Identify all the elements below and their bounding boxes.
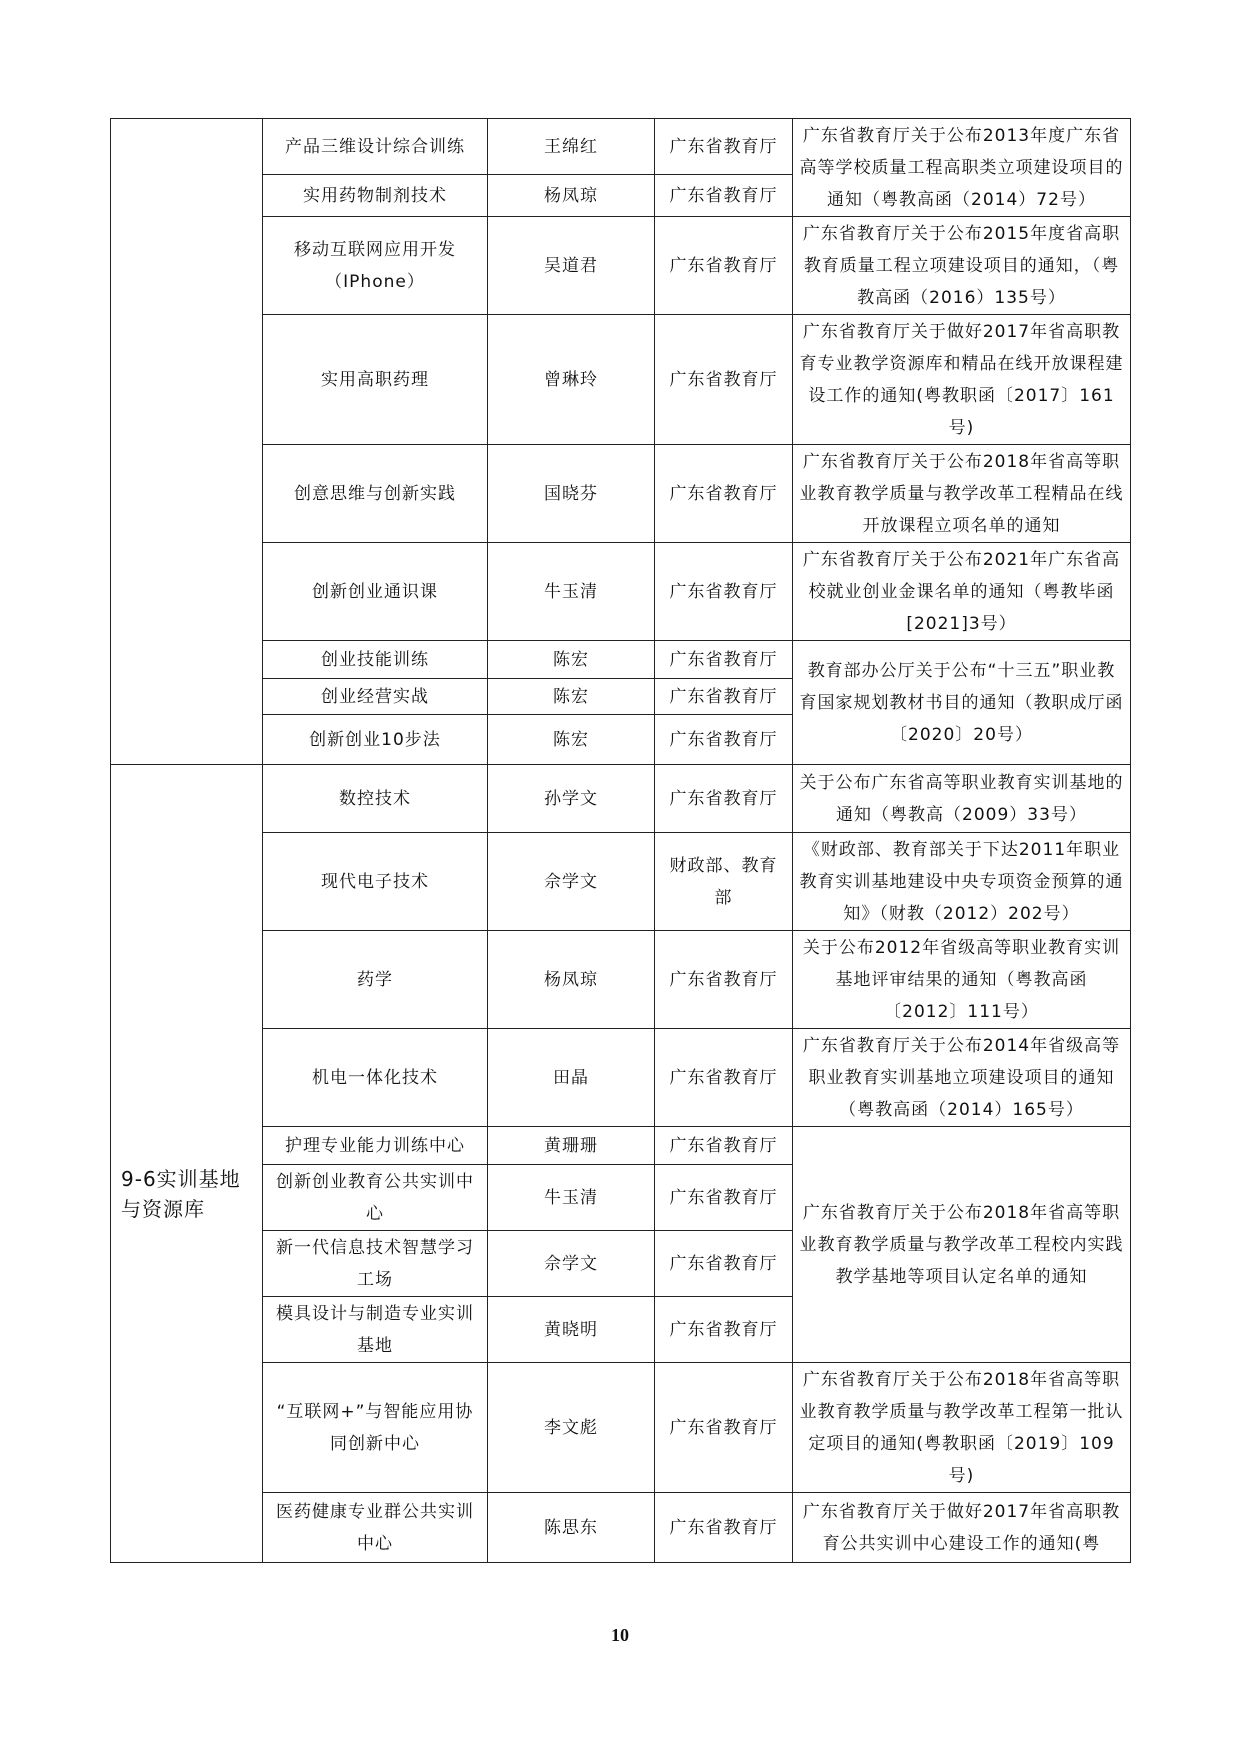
- dept-name: 广东省教育厅: [655, 445, 793, 543]
- project-name: 实用药物制剂技术: [263, 175, 488, 217]
- dept-name: 广东省教育厅: [655, 1363, 793, 1493]
- table-row: [111, 765, 1131, 833]
- person-name: 孙学文: [488, 765, 655, 833]
- person-name: 曾琳玲: [488, 315, 655, 445]
- person-name: 杨凤琼: [488, 175, 655, 217]
- category-label: 9-6实训基地与资源库: [111, 765, 263, 1563]
- person-name: 国晓芬: [488, 445, 655, 543]
- dept-name: 广东省教育厅: [655, 1493, 793, 1563]
- dept-name: 广东省教育厅: [655, 543, 793, 641]
- basis-text: 广东省教育厅关于做好2017年省高职教育公共实训中心建设工作的通知(粤: [793, 1493, 1131, 1563]
- table-row: [111, 1363, 1131, 1493]
- table-row: [111, 217, 1131, 315]
- project-name: 创新创业通识课: [263, 543, 488, 641]
- person-name: 李文彪: [488, 1363, 655, 1493]
- person-name: 王绵红: [488, 119, 655, 175]
- dept-name: 广东省教育厅: [655, 1165, 793, 1231]
- project-name: 创业技能训练: [263, 641, 488, 679]
- project-name: 创新创业10步法: [263, 715, 488, 765]
- basis-text: 广东省教育厅关于公布2018年省高等职业教育教学质量与教学改革工程校内实践教学基地等项目认定名单的通知: [793, 1127, 1131, 1363]
- person-name: 黄晓明: [488, 1297, 655, 1363]
- dept-name: 广东省教育厅: [655, 1127, 793, 1165]
- basis-text: 广东省教育厅关于公布2015年度省高职教育质量工程立项建设项目的通知，（粤教高函（2016）135号）: [793, 217, 1131, 315]
- table-row: [111, 1029, 1131, 1127]
- dept-name: 广东省教育厅: [655, 765, 793, 833]
- dept-name: 广东省教育厅: [655, 217, 793, 315]
- page-number: 10: [611, 1625, 629, 1645]
- table-row: [111, 445, 1131, 543]
- project-table: [110, 118, 1131, 1563]
- basis-text: 广东省教育厅关于公布2021年广东省高校就业创业金课名单的通知（粤教毕函[2021]3号）: [793, 543, 1131, 641]
- person-name: 牛玉清: [488, 543, 655, 641]
- project-name: 实用高职药理: [263, 315, 488, 445]
- project-name: 移动互联网应用开发（IPhone）: [263, 217, 488, 315]
- project-name: 创新创业教育公共实训中心: [263, 1165, 488, 1231]
- person-name: 陈思东: [488, 1493, 655, 1563]
- dept-name: 广东省教育厅: [655, 315, 793, 445]
- person-name: 佘学文: [488, 1231, 655, 1297]
- person-name: 陈宏: [488, 641, 655, 679]
- person-name: 田晶: [488, 1029, 655, 1127]
- basis-text: 广东省教育厅关于公布2018年省高等职业教育教学质量与教学改革工程第一批认定项目的通知(粤教职函〔2019〕109号): [793, 1363, 1131, 1493]
- table-row: [111, 931, 1131, 1029]
- person-name: 杨凤琼: [488, 931, 655, 1029]
- basis-text: 广东省教育厅关于公布2013年度广东省高等学校质量工程高职类立项建设项目的通知（粤教高函（2014）72号）: [793, 119, 1131, 217]
- project-name: 现代电子技术: [263, 833, 488, 931]
- basis-text: 《财政部、教育部关于下达2011年职业教育实训基地建设中央专项资金预算的通知》（财教（2012）202号）: [793, 833, 1131, 931]
- project-name: 新一代信息技术智慧学习工场: [263, 1231, 488, 1297]
- dept-name: 广东省教育厅: [655, 1029, 793, 1127]
- table-row: [111, 833, 1131, 931]
- dept-name: 广东省教育厅: [655, 679, 793, 715]
- project-name: 药学: [263, 931, 488, 1029]
- dept-name: 广东省教育厅: [655, 931, 793, 1029]
- dept-name: 广东省教育厅: [655, 715, 793, 765]
- project-name: 医药健康专业群公共实训中心: [263, 1493, 488, 1563]
- project-name: 数控技术: [263, 765, 488, 833]
- table-row: [111, 1127, 1131, 1165]
- basis-text: 广东省教育厅关于公布2018年省高等职业教育教学质量与教学改革工程精品在线开放课程立项名单的通知: [793, 445, 1131, 543]
- person-name: 佘学文: [488, 833, 655, 931]
- person-name: 黄珊珊: [488, 1127, 655, 1165]
- table-row: [111, 641, 1131, 679]
- dept-name: 广东省教育厅: [655, 175, 793, 217]
- project-name: 机电一体化技术: [263, 1029, 488, 1127]
- basis-text: 关于公布2012年省级高等职业教育实训基地评审结果的通知（粤教高函〔2012〕111号）: [793, 931, 1131, 1029]
- basis-text: 教育部办公厅关于公布“十三五”职业教育国家规划教材书目的通知（教职成厅函〔2020〕20号）: [793, 641, 1131, 765]
- dept-name: 财政部、教育部: [655, 833, 793, 931]
- basis-text: 广东省教育厅关于公布2014年省级高等职业教育实训基地立项建设项目的通知（粤教高函（2014）165号）: [793, 1029, 1131, 1127]
- person-name: 牛玉清: [488, 1165, 655, 1231]
- category-cell-empty: [111, 119, 263, 765]
- project-name: 模具设计与制造专业实训基地: [263, 1297, 488, 1363]
- project-name: 创业经营实战: [263, 679, 488, 715]
- basis-text: 关于公布广东省高等职业教育实训基地的通知（粤教高（2009）33号）: [793, 765, 1131, 833]
- dept-name: 广东省教育厅: [655, 1231, 793, 1297]
- table-row: [111, 119, 1131, 175]
- project-name: 护理专业能力训练中心: [263, 1127, 488, 1165]
- project-name: “互联网+”与智能应用协同创新中心: [263, 1363, 488, 1493]
- person-name: 陈宏: [488, 715, 655, 765]
- table-row: [111, 543, 1131, 641]
- dept-name: 广东省教育厅: [655, 119, 793, 175]
- project-name: 产品三维设计综合训练: [263, 119, 488, 175]
- dept-name: 广东省教育厅: [655, 1297, 793, 1363]
- person-name: 陈宏: [488, 679, 655, 715]
- basis-text: 广东省教育厅关于做好2017年省高职教育专业教学资源库和精品在线开放课程建设工作的通知(粤教职函〔2017〕161号): [793, 315, 1131, 445]
- table-row: [111, 1493, 1131, 1563]
- dept-name: 广东省教育厅: [655, 641, 793, 679]
- person-name: 吴道君: [488, 217, 655, 315]
- table-row: [111, 315, 1131, 445]
- project-name: 创意思维与创新实践: [263, 445, 488, 543]
